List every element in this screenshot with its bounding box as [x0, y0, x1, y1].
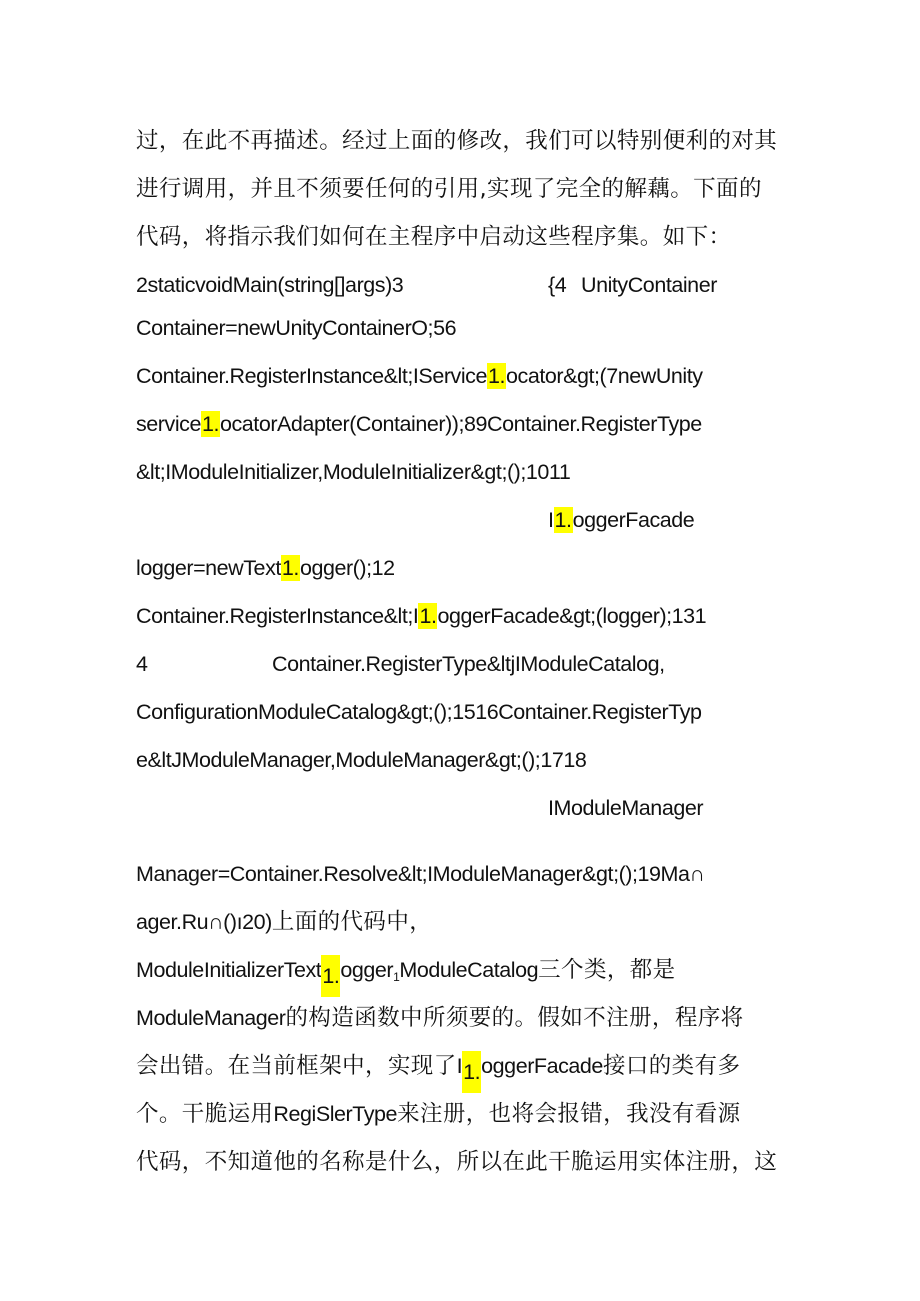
code-line-15: IModuleManager — [548, 796, 704, 820]
code-line-16: Manager=Container.Resolve&lt;IModuleManager&gt;();19Ma∩ — [136, 862, 705, 886]
text-line-1: 过，在此不再描述。经过上面的修改，我们可以特别便利的对其 — [136, 128, 778, 154]
highlighted-text: 1. — [487, 364, 506, 388]
code-line-13: ConfigurationModuleCatalog&gt;();1516Container.RegisterTyp — [136, 700, 702, 724]
code-line-11: Container.RegisterInstance&lt;I1.oggerFacade&gt;(logger);131 — [136, 604, 707, 628]
code-line-7: service1.ocatorAdapter(Container));89Container.RegisterType — [136, 412, 702, 436]
code-line-8: &lt;IModuleInitializer,ModuleInitializer&gt;();1011 — [136, 460, 571, 484]
highlighted-text: 1. — [554, 508, 572, 532]
highlighted-text: 1. — [201, 412, 219, 436]
code-line-17: ager.Ru∩()ı20)上面的代码中， — [136, 909, 433, 934]
text-line-22: 代码，不知道他的名称是什么，所以在此干脆运用实体注册，这 — [136, 1149, 778, 1175]
highlighted-text: 1. — [321, 955, 340, 997]
text-line-20: 会出错。在当前框架中，实现了I1.oggerFacade接口的类有多 — [136, 1051, 740, 1093]
highlighted-text: 1. — [281, 556, 299, 580]
text-line-18: ModuleInitializerText1.ogger$_1$ModuleCatalog三个类，都是 — [136, 955, 676, 997]
code-line-9: I1.oggerFacade — [548, 508, 695, 532]
text-line-19: ModuleManager的构造函数中所须要的。假如不注册，程序将 — [136, 1005, 744, 1030]
code-line-10: logger=newText1.ogger();12 — [136, 556, 395, 580]
code-line-12: 4 Container.RegisterType&ltjIModuleCatalog, — [136, 652, 665, 676]
text-line-2: 进行调用，并且不须要任何的引用,实现了完全的解藕。下面的 — [136, 176, 762, 202]
code-line-6: Container.RegisterInstance&lt;IService1.ocator&gt;(7newUnity — [136, 364, 703, 388]
code-line-4: 2staticvoidMain(string[]args)3 {4 UnityContainer — [136, 273, 717, 297]
highlighted-text: 1. — [462, 1051, 481, 1093]
text-line-21: 个。干脆运用RegiSlerType来注册，也将会报错，我没有看源 — [136, 1101, 741, 1127]
highlighted-text: 1. — [419, 604, 437, 628]
text-line-3: 代码，将指示我们如何在主程序中启动这些程序集。如下： — [136, 224, 732, 250]
code-line-5: Container=newUnityContainerO;56 — [136, 316, 457, 340]
code-line-14: e&ltJModuleManager,ModuleManager&gt;();1718 — [136, 748, 587, 772]
